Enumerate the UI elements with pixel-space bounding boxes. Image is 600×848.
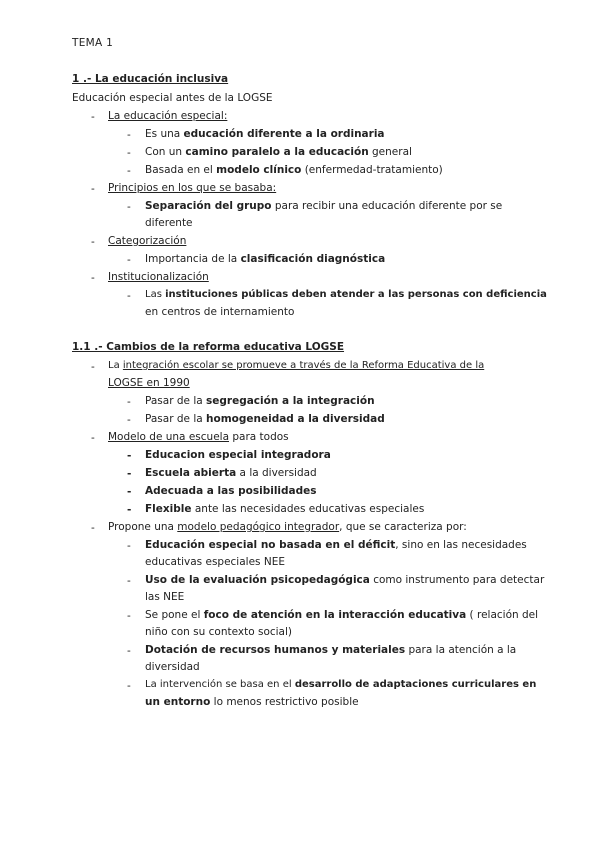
list-item-continuation: LOGSE en 1990	[108, 377, 190, 389]
list-item: La intervención se basa en el desarrollo de adaptaciones curriculares en	[145, 679, 537, 690]
list-item: Escuela abierta a la diversidad	[145, 467, 317, 479]
list-item: Basada en el modelo clínico (enfermedad-tratamiento)	[145, 164, 443, 176]
list-item: Educación especial no basada en el déficit, sino en las necesidades	[145, 539, 527, 551]
bullet-dash: -	[127, 645, 131, 657]
list-item: Adecuada a las posibilidades	[145, 485, 317, 497]
document-title: TEMA 1	[72, 37, 114, 49]
list-item: Modelo de una escuela para todos	[108, 431, 289, 443]
bullet-dash: -	[127, 468, 132, 480]
section-heading: 1.1 .- Cambios de la reforma educativa LOGSE	[72, 341, 345, 353]
list-item: Institucionalización	[108, 271, 209, 283]
list-item: Uso de la evaluación psicopedagógica como instrumento para detectar	[145, 574, 545, 586]
list-item: Importancia de la clasificación diagnóstica	[145, 253, 386, 265]
bullet-dash: -	[127, 147, 131, 159]
list-item: Con un camino paralelo a la educación general	[145, 146, 412, 158]
bullet-dash: -	[127, 129, 131, 141]
list-item-continuation: un entorno lo menos restrictivo posible	[145, 696, 359, 708]
list-item: Pasar de la homogeneidad a la diversidad	[145, 413, 385, 425]
list-item-continuation: diferente	[145, 217, 193, 229]
bullet-dash: -	[127, 486, 132, 498]
list-item-continuation: en centros de internamiento	[145, 306, 295, 318]
list-item: Categorización	[108, 235, 187, 247]
bullet-dash: -	[91, 272, 95, 284]
list-item-continuation: educativas especiales NEE	[145, 556, 285, 568]
list-item: La integración escolar se promueve a través de la Reforma Educativa de la	[108, 360, 485, 371]
bullet-dash: -	[91, 432, 95, 444]
bullet-dash: -	[127, 290, 131, 302]
bullet-dash: -	[127, 396, 131, 408]
list-item-continuation: diversidad	[145, 661, 200, 673]
bullet-dash: -	[127, 201, 131, 213]
section-intro: Educación especial antes de la LOGSE	[72, 92, 273, 104]
bullet-dash: -	[127, 680, 131, 692]
list-item: Es una educación diferente a la ordinaria	[145, 128, 385, 140]
list-item: Se pone el foco de atención en la interacción educativa ( relación del	[145, 609, 539, 621]
list-item-continuation: las NEE	[145, 591, 185, 603]
section-heading: 1 .- La educación inclusiva	[72, 73, 229, 85]
bullet-dash: -	[127, 254, 131, 266]
bullet-dash: -	[91, 183, 95, 195]
bullet-dash: -	[127, 504, 132, 516]
list-item: Separación del grupo para recibir una educación diferente por se	[145, 200, 503, 212]
list-item: Dotación de recursos humanos y materiales para la atención a la	[145, 644, 517, 656]
bullet-dash: -	[127, 540, 131, 552]
list-item: Propone una modelo pedagógico integrador, que se caracteriza por:	[108, 521, 467, 533]
bullet-dash: -	[91, 236, 95, 248]
list-item: Flexible ante las necesidades educativas especiales	[145, 503, 425, 515]
bullet-dash: -	[127, 450, 132, 462]
bullet-dash: -	[127, 610, 131, 622]
bullet-dash: -	[127, 575, 131, 587]
list-item: Pasar de la segregación a la integración	[145, 395, 375, 407]
bullet-dash: -	[127, 165, 131, 177]
list-item-continuation: niño con su contexto social)	[145, 626, 293, 638]
bullet-dash: -	[91, 522, 95, 534]
list-item: Educacion especial integradora	[145, 449, 331, 461]
list-item: Principios en los que se basaba:	[108, 182, 277, 194]
bullet-dash: -	[91, 361, 95, 373]
bullet-dash: -	[127, 414, 131, 426]
list-item: Las instituciones públicas deben atender a las personas con deficiencia	[145, 289, 547, 300]
bullet-dash: -	[91, 111, 95, 123]
list-item-label: La educación especial:	[108, 110, 228, 122]
list-item	[108, 107, 227, 125]
